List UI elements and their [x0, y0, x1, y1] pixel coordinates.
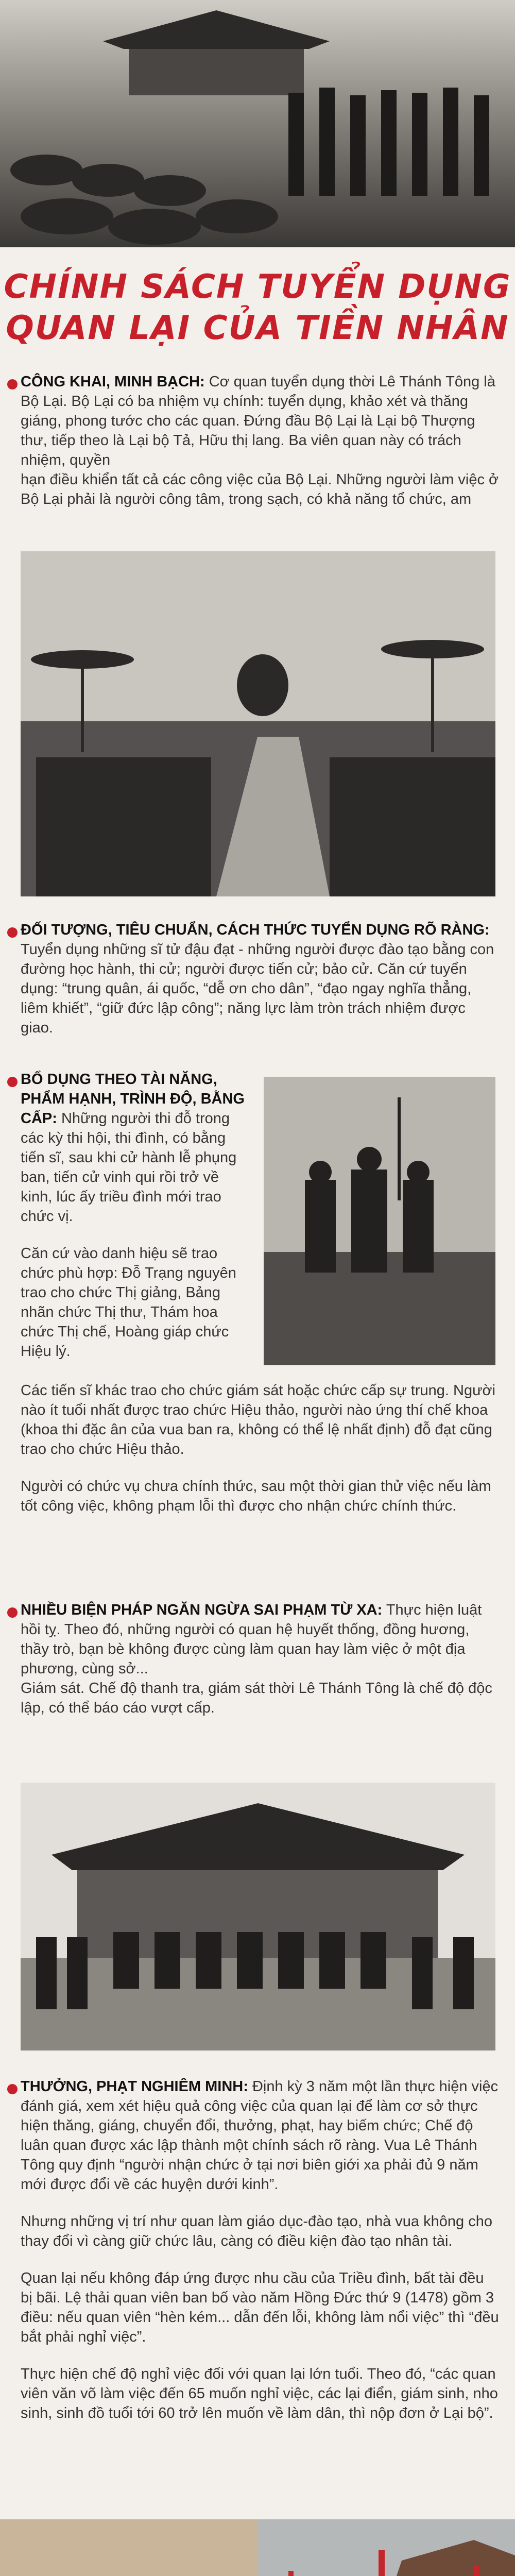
header-photo [0, 0, 515, 247]
bullet-icon [7, 1607, 18, 1618]
section-text: Quan lại nếu không đáp ứng được nhu cầu của Triều đình, bất tài đều bị bãi. Lệ thải quan viên ban bố vào năm Hồng Đức thứ 9 (1478) gồm 3 điều: nếu quan viên “hèn kém... dẫn đến lỗi, không làm nổi việc” thì “đều bắt phải nghỉ việc”. [21, 2270, 499, 2345]
section-heading: NHIỀU BIỆN PHÁP NGĂN NGỪA SAI PHẠM TỪ XA: [21, 1602, 383, 1618]
officials-photo [264, 1077, 495, 1365]
court-photo [21, 1783, 495, 2050]
section-appointment [21, 1070, 252, 1379]
page-title-line-1: CHÍNH SÁCH TUYỂN DỤNG [4, 268, 511, 306]
section-text: Định kỳ 3 năm một lần thực hiện việc đánh giá, xem xét hiệu quả công việc của quan lại để làm cơ sở thực hiện thăng, giáng, chuyển đổi, thưởng, phạt, hay biếm chức; Chế độ luân quan được xác lập thành một chính sách rõ ràng. Vua Lê Thánh Tông quy định “người nhận chức ở tại nơi biên giới xa phải đủ 9 năm mới được đổi về các huyện dưới kinh”. [21, 2078, 499, 2193]
section-text: Nhưng những vị trí như quan làm giáo dục-đào tạo, nhà vua không cho thay đổi vì càng giữ chức lâu, càng có điều kiện đào tạo nhân tài. [21, 2213, 492, 2249]
section-transparency [21, 372, 500, 527]
section-prevention [21, 1600, 500, 1735]
section-text: Tuyển dụng những sĩ tử đậu đạt - những người được đào tạo bằng con đường học hành, thi cử; người được tiến cử; bảo cử. Căn cứ tuyển dụng: “trung quân, ái quốc, “dễ ơn cho dân”, “đạo ngay nghĩa thẳng, liêm khiết”, “giữ đức lập công”; năng lực làm tròn trách nhiệm được giao. [21, 941, 494, 1036]
section-text: Người có chức vụ chưa chính thức, sau một thời gian thử việc nếu làm tốt công việc, không phạm lỗi thì được cho nhận chức chính thức. [21, 1478, 491, 1514]
section-heading: ĐỐI TƯỢNG, TIÊU CHUẨN, CÁCH THỨC TUYỂN DỤNG RÕ RÀNG: [21, 922, 490, 938]
page-title-line-2: QUAN LẠI CỦA TIỀN NHÂN [6, 309, 509, 347]
section-text: Cơ quan tuyển dụng thời Lê Thánh Tông là Bộ Lại. Bộ Lại có ba nhiệm vụ chính: tuyển dụng, khảo xét và thăng giáng, phong tước cho các quan. Đứng đầu Bộ Lại là Lại bộ Thượng thư, tiếp theo là Lại bộ Tả, Hữu thị lang. Ba viên quan này có trách nhiệm, quyền [21, 374, 495, 468]
bullet-icon [7, 379, 18, 389]
section-heading: THƯỞNG, PHẠT NGHIÊM MINH: [21, 2078, 248, 2095]
bullet-icon [7, 2084, 18, 2094]
section-text: Giám sát. Chế độ thanh tra, giám sát thời Lê Thánh Tông là chế độ độc lập, có thể báo cáo vượt cấp. [21, 1680, 492, 1716]
section-text: hạn điều khiển tất cả các công việc của Bộ Lại. Những người làm việc ở Bộ Lại phải là người công tâm, trong sạch, có khả năng tổ chức, am [21, 471, 499, 507]
section-heading: BỔ DỤNG THEO TÀI NĂNG, PHẨM HẠNH, TRÌNH ĐỘ, BẰNG CẤP: [21, 1071, 245, 1127]
bullet-icon [7, 1077, 18, 1087]
section-text: Thực hiện chế độ nghỉ việc đối với quan lại lớn tuổi. Theo đó, “các quan viên văn võ làm việc đến 65 muốn nghỉ việc, các lại điển, giám sinh, nho sinh, sinh đồ tuổi tới 60 trở lên muốn về làm dân, thì nộp đơn ở Lại bộ”. [21, 2366, 498, 2421]
bottom-photo-right [258, 2519, 515, 2576]
section-text: Các tiến sĩ khác trao cho chức giám sát hoặc chức cấp sự trung. Người nào ít tuổi nhất được trao chức Hiệu thảo, người nào ứng thí chế khoa (khoa thi đặc ân của vua ban ra, không có thể lệ nhất định) đỗ đạt cũng trao cho chức Hiệu thảo. [21, 1382, 495, 1458]
section-text: Thực hiện luật hồi tỵ. Theo đó, những người có quan hệ huyết thống, đồng hương, thầy trò, bạn bè không được cùng làm quan hay làm việc ở một địa phương, cùng sở... [21, 1602, 482, 1677]
ceremony-photo [21, 551, 495, 896]
section-text: Những người thi đỗ trong các kỳ thi hội, thi đình, có bằng tiến sĩ, sau khi cử hành lễ phụng ban, tiến cử vinh qui rồi trở về kinh, lúc ấy triều đình mới trao chức vị. [21, 1110, 237, 1225]
bottom-photo-left [0, 2519, 258, 2576]
section-appointment-continued [21, 1381, 500, 1533]
section-rewards-discipline [21, 2077, 500, 2441]
section-recruitment-criteria [21, 920, 500, 1055]
section-text: Căn cứ vào danh hiệu sẽ trao chức phù hợp: Đỗ Trạng nguyên trao cho chức Thị giảng, Bảng nhãn chức Thị thư, Thám hoa chức Thị chế, Hoàng giáp chức Hiệu lý. [21, 1245, 236, 1360]
section-heading: CÔNG KHAI, MINH BẠCH: [21, 374, 205, 390]
bullet-icon [7, 927, 18, 938]
